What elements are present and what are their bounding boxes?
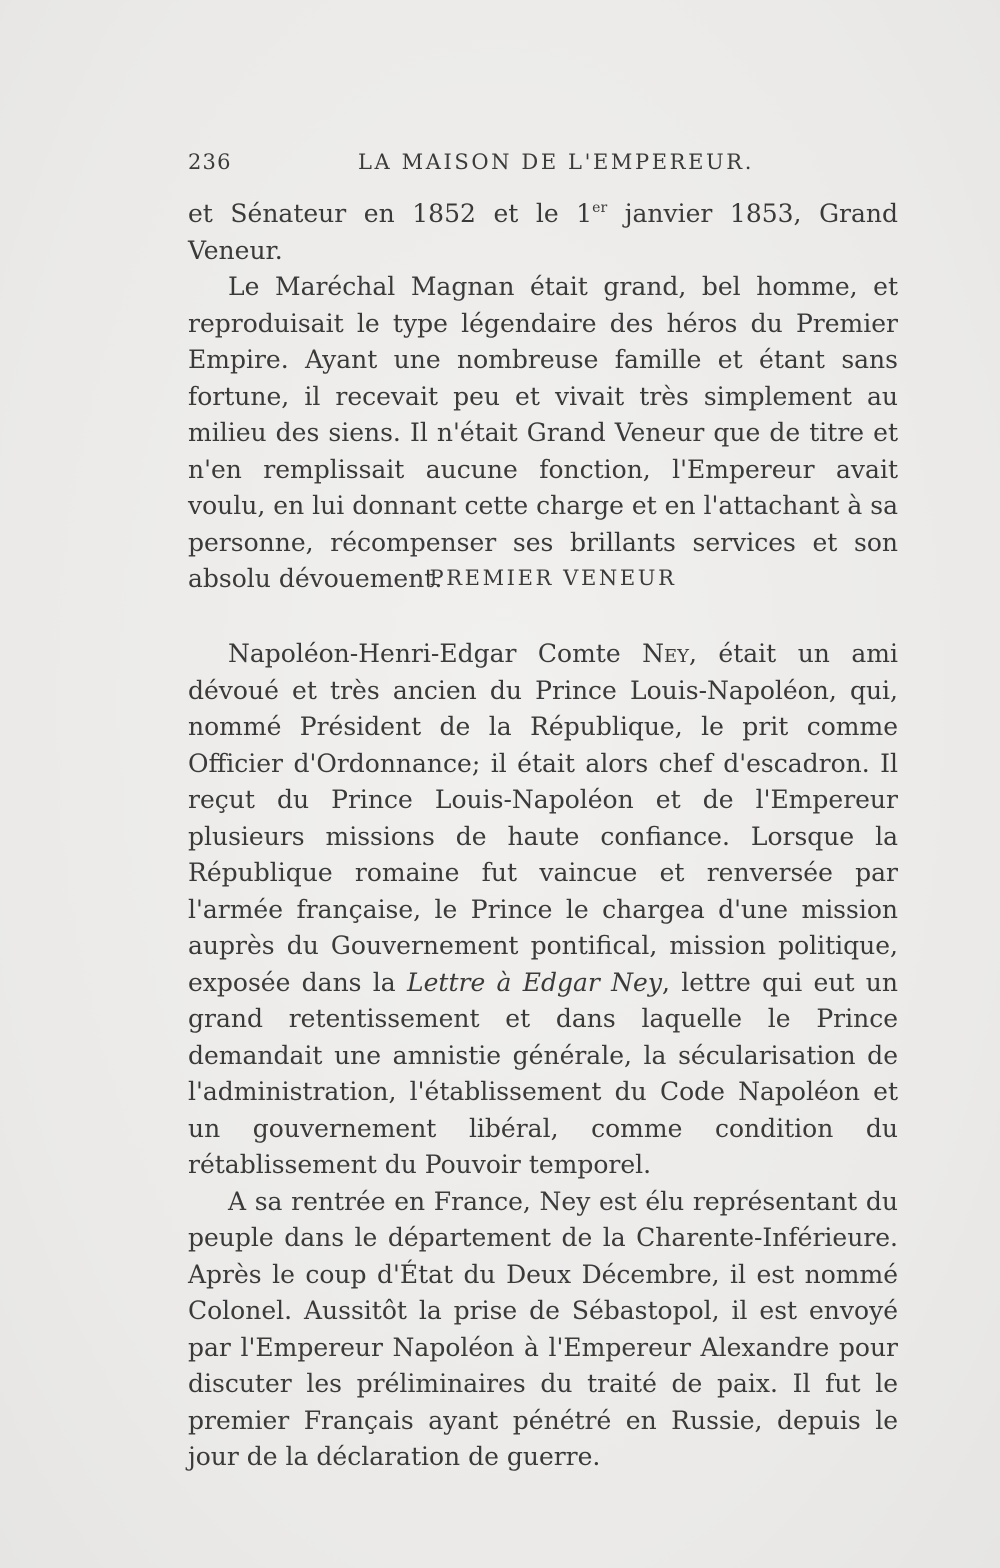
paragraph-text: et Sénateur en 1852 et le 1 — [188, 199, 593, 228]
paragraph-text: , était un ami dévoué et très ancien du Prince Louis-Napoléon, qui, nommé Président de la République, le prit comme Officier d'Ordonnance; il était alors chef d'escadron. Il reçut du Prince Louis-Napoléon et de l'Empereur plusieurs missions de haute confiance. Lorsque la République romaine fut vaincue et renversée par l'armée française, le Prince le chargea d'une mission auprès du Gouvernement pontifical, mission politique, exposée dans la — [188, 639, 898, 997]
paragraph-ney-intro — [188, 636, 898, 1184]
superscript-ordinal: er — [592, 200, 608, 216]
text-block-grand-veneur — [188, 196, 898, 598]
paragraph-text: , lettre qui eut un grand retentissement et dans laquelle le Prince demandait une amnistie générale, la sécularisation de l'administration, l'établissement du Code Napoléon et un gouvernement libéral, comme condition du rétablissement du Pouvoir temporel. — [188, 967, 898, 1179]
page-number: 236 — [188, 150, 232, 174]
paragraph-text: Napoléon-Henri-Edgar Comte — [228, 639, 643, 668]
page-header — [188, 150, 898, 190]
paragraph-magnan: Le Maréchal Magnan était grand, bel homme, et reproduisait le type légendaire des héros du Premier Empire. Ayant une nombreuse famille et étant sans fortune, il recevait peu et vivait très simplement au milieu des siens. Il n'était Grand Veneur que de titre et n'en remplissait aucune fonction, l'Empereur avait voulu, en lui donnant cette charge et en l'attachant à sa personne, récompenser ses brillants services et son absolu dévouement. — [188, 272, 898, 593]
name-small-caps: Ney — [642, 639, 690, 668]
paragraph-ney-career: A sa rentrée en France, Ney est élu représentant du peuple dans le département de la Charente-Inférieure. Après le coup d'État du Deux Décembre, il est nommé Colonel. Aussitôt la prise de Sébastopol, il est envoyé par l'Empereur Napoléon à l'Empereur Alexandre pour discuter les préliminaires du traité de paix. Il fut le premier Français ayant pénétré en Russie, depuis le jour de la déclaration de guerre. — [188, 1186, 898, 1471]
section-heading: PREMIER VENEUR — [429, 566, 677, 590]
paragraph-text: janvier 1853, Grand Veneur. — [188, 199, 898, 265]
text-block-premier-veneur — [188, 636, 898, 1476]
running-title: LA MAISON DE L'EMPEREUR. — [358, 150, 754, 174]
italic-title: Lettre à Edgar Ney — [407, 967, 662, 997]
paragraph-continuation — [188, 196, 898, 269]
